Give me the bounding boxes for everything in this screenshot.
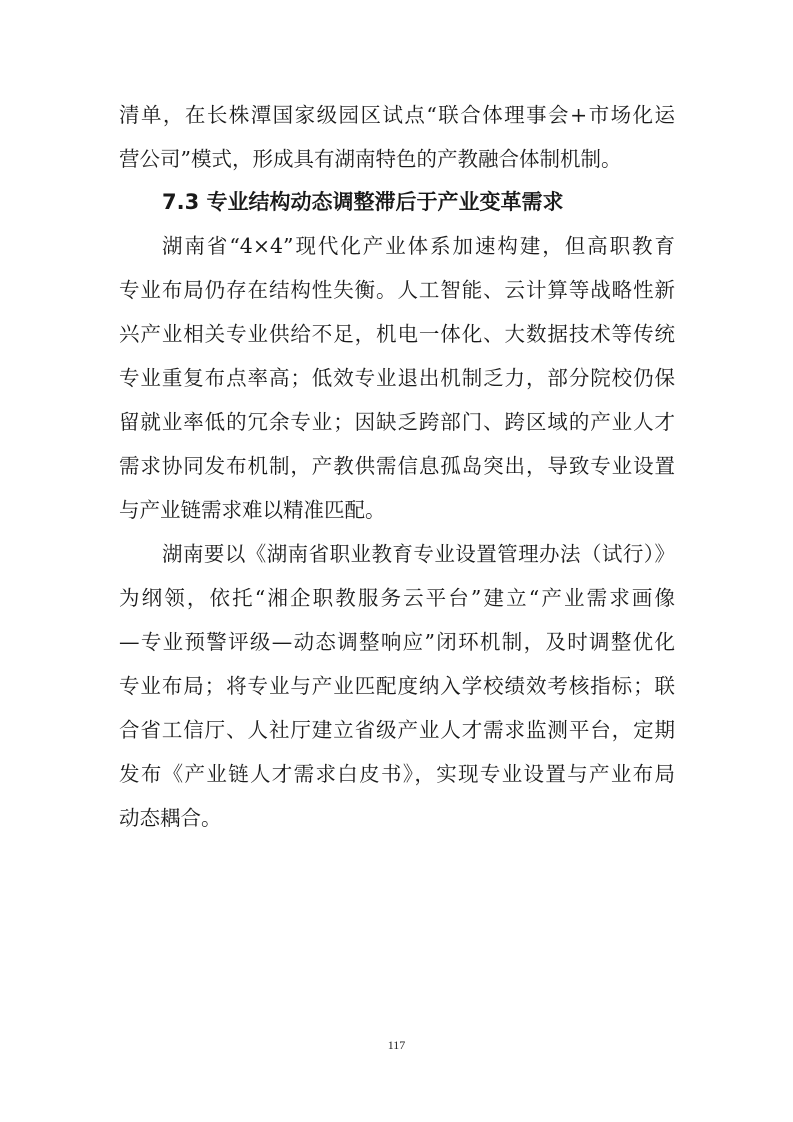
- paragraph-solution-line-3: —专业预警评级—动态调整响应”闭环机制，及时调整优化: [119, 630, 675, 654]
- paragraph-problem-line-1: 湖南省“4×4”现代化产业体系加速构建，但高职教育: [162, 234, 675, 258]
- page-number: 117: [387, 1038, 406, 1052]
- paragraph-intro-line-1: 清单，在长株潭国家级园区试点“联合体理事会+市场化运: [119, 103, 675, 127]
- paragraph-solution-line-4: 专业布局；将专业与产业匹配度纳入学校绩效考核指标；联: [119, 674, 675, 698]
- paragraph-problem-line-7: 与产业链需求难以精准匹配。: [119, 498, 386, 522]
- paragraph-problem-line-2: 专业布局仍存在结构性失衡。人工智能、云计算等战略性新: [119, 278, 675, 302]
- paragraph-solution-line-5: 合省工信厅、人社厅建立省级产业人才需求监测平台，定期: [119, 718, 675, 742]
- paragraph-solution-line-1: 湖南要以《湖南省职业教育专业设置管理办法（试行）》: [162, 542, 675, 566]
- paragraph-problem-line-4: 专业重复布点率高；低效专业退出机制乏力，部分院校仍保: [119, 366, 675, 390]
- paragraph-solution-line-6: 发布《产业链人才需求白皮书》，实现专业设置与产业布局: [119, 762, 675, 786]
- paragraph-problem-line-5: 留就业率低的冗余专业；因缺乏跨部门、跨区域的产业人才: [119, 410, 675, 434]
- section-heading: 7.3 专业结构动态调整滞后于产业变革需求: [162, 190, 564, 214]
- paragraph-solution-line-2: 为纲领，依托“湘企职教服务云平台”建立“产业需求画像: [119, 586, 675, 610]
- paragraph-problem-line-6: 需求协同发布机制，产教供需信息孤岛突出，导致专业设置: [119, 454, 675, 478]
- paragraph-solution-line-7: 动态耦合。: [119, 806, 222, 830]
- paragraph-intro-line-2: 营公司”模式，形成具有湖南特色的产教融合体制机制。: [119, 147, 622, 171]
- paragraph-problem-line-3: 兴产业相关专业供给不足，机电一体化、大数据技术等传统: [119, 322, 675, 346]
